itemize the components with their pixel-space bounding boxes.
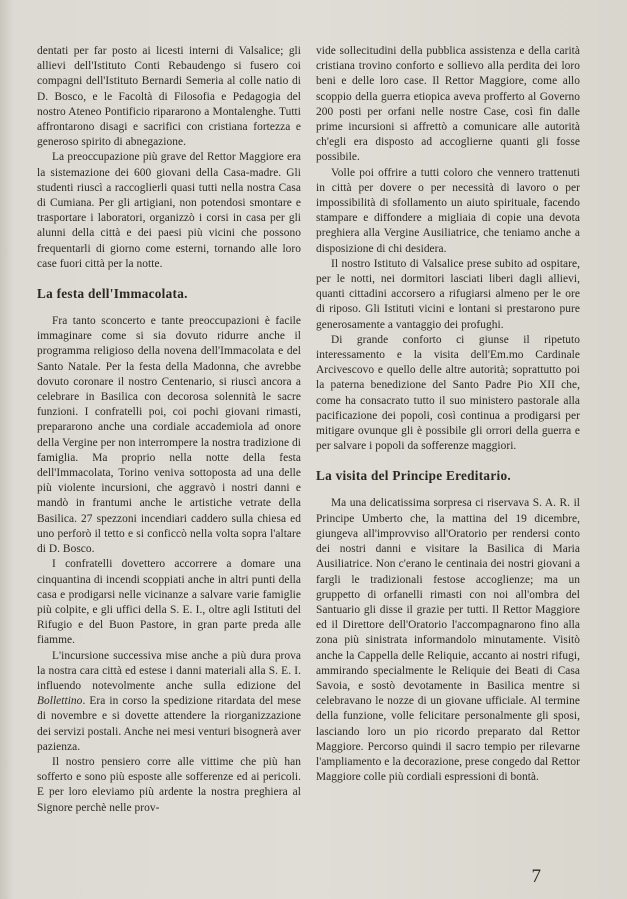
- paragraph-intro: dentati per far posto ai licesti interni di Valsalice; gli allievi dell'Istituto Conti Rebaudengo si fusero coi compagni dell'Istituto Bernardi Semeria al colle natio di D. Bosco, e le Facoltà di Filosofia e Pedagogia del nostro Ateneo Pontificio ripararono a Montalenghe. Tutti affrontarono disagi e sacrifici con cristiana fortezza e generoso spirito di abnegazione.: [37, 45, 301, 149]
- paragraph-volle: Volle poi offrire a tutti coloro che vennero trattenuti in città per dovere o per necessità di lavoro o per impossibilità di sfollamento un aiuto spirituale, facendo stampare e diffondere a migliaia di copie una devota preghiera alla Vergine Ausiliatrice, che teniamo anche a disposizione di chi desidera.: [316, 166, 580, 255]
- paragraph-incursione-end: . Era in corso la spedizione ritardata del mese di novembre e si dovette attendere la riorganizzazione dei servizi postali. Anche nei mesi venturi bisognerà aver pazienza.: [37, 695, 301, 753]
- paragraph-sorpresa: Ma una delicatissima sorpresa ci riservava S. A. R. il Principe Umberto che, la mattina del 19 dicembre, giungeva all'improvviso all'Oratorio per rendersi conto dei nostri danni e visitare la Basilica di Maria Ausiliatrice. Non c'erano le centinaia dei nostri giovani a fargli le tradizionali festose accoglienze; ma un gruppetto di orfanelli rimasti con noi all'ombra del Santuario gli disse il grazie per tutti. Il Rettor Maggiore ed il Direttore dell'Oratorio l'accompagnarono fino alla zona più sinistrata informandolo minutamente. Visitò anche la Cappella delle Reliquie, accanto ai nostri rifugi, ammirando specialmente le Reliquie dei Beati di Casa Savoia, e sostò devotamente in Basilica mentre si celebravano le nozze di un giovane ufficiale. Al termine della funzione, volle felicitare personalmente gli sposi, lasciando loro un pio ricordo preparato dal Rettor Maggiore. Percorso quindi il sacro tempio per rilevarne l'ampliamento e la decorazione, prese congedo dal Rettor Maggiore colle più cordiali espressioni di bontà.: [316, 497, 580, 784]
- right-column: [316, 44, 580, 785]
- paragraph-incursione-start: L'incursione successiva mise anche a più dura prova la nostra cara città ed estese i danni materiali alla S. E. I. influendo notevolmente anche sulla edizione del: [37, 649, 301, 692]
- bollettino-title: Bollettino: [37, 695, 83, 708]
- paragraph-confratelli: I confratelli dovettero accorrere a domare una cinquantina di incendi scoppiati anche in altri punti della casa e prodigarsi nelle vicinanze a salvare varie famiglie più colpite, e gli uffici della S. E. I., oltre agli Istituti del Rifugio e del Buon Pastore, in gran parte preda alle fiamme.: [37, 558, 301, 647]
- paragraph-valsalice: Il nostro Istituto di Valsalice prese subito ad ospitare, per le notti, nei dormitori lasciati liberi dagli allievi, quanti cittadini accorsero a rifugiarsi almeno per le ore di riposo. Gli Istituti vicini e lontani si prestarono pure generosamente a vantaggio dei profughi.: [316, 257, 580, 331]
- page-number: 7: [531, 866, 541, 887]
- section-heading-visita: La visita del Principe Ereditario.: [316, 468, 511, 484]
- paragraph-continuation: vide sollecitudini della pubblica assistenza e della carità cristiana trovino conforto e sollievo alla perdita dei loro beni e delle loro case. Il Rettor Maggiore, come allo scoppio della guerra etiopica aveva profferto al Governo 200 posti per orfani nelle nostre Case, così fin dalle prime incursioni si affrettò a comunicare alle autorità ch'egli era disposto ad accoglierne quanti gli fosse possibile.: [316, 45, 580, 164]
- paragraph-incursione: [37, 649, 301, 755]
- paragraph-conforto: Di grande conforto ci giunse il ripetuto interessamento e la visita dell'Em.mo Cardinale Arcivescovo e quello delle altre autorità; soprattutto poi la paterna benedizione del Santo Padre Pio XII che, come ha consacrato tutto il suo ministero pastorale alla pacificazione dei popoli, così continua a prodigarsi per mitigare ovunque gli è possibile gli orrori della guerra e per salvare i popoli da sofferenze maggiori.: [316, 333, 580, 453]
- paragraph-fra-tanto: Fra tanto sconcerto e tante preoccupazioni è facile immaginare come si sia dovuto ridurre anche il programma religioso della novena dell'Immacolata e del Santo Natale. Per la festa della Madonna, che avrebbe dovuto coronare il nostro Centenario, si riuscì ancora a celebrare in Basilica con decorosa solennità le sacre funzioni. I confratelli poi, coi pochi giovani rimasti, prepararono anche una cordiale accademiola ad onore della Vergine per non interrompere la nostra tradizione di famiglia. Ma proprio nella notte della festa dell'Immacolata, Torino veniva sottoposta ad una delle più violente incursioni, che aggravò i nostri danni e mandò in frantumi anche le artistiche vetrate della Basilica. 27 spezzoni incendiari caddero sulla chiesa ed uno perforò il tetto e si conficcò nella volta sopra l'altare di D. Bosco.: [37, 315, 301, 556]
- left-column: [37, 44, 301, 816]
- paragraph-preoccupazione: La preoccupazione più grave del Rettor Maggiore era la sistemazione dei 600 giovani della Casa-madre. Gli studenti riuscì a raccoglierli quasi tutti nella nostra Casa di Cumiana. Per gli artigiani, non potendosi smontare e trasportare i laboratori, organizzò i corsi in casa per gli alunni della città e dei paesi più vicini che possono frequentarli di giorno come esterni, tornando alle loro case fuori città per la notte.: [37, 151, 301, 270]
- section-heading-immacolata: La festa dell'Immacolata.: [37, 286, 188, 302]
- paragraph-pensiero: Il nostro pensiero corre alle vittime che più han sofferto e sono più esposte alle sofferenze ed ai pericoli. E per loro eleviamo più ardente la nostra preghiera al Signore perchè nelle prov-: [37, 755, 301, 814]
